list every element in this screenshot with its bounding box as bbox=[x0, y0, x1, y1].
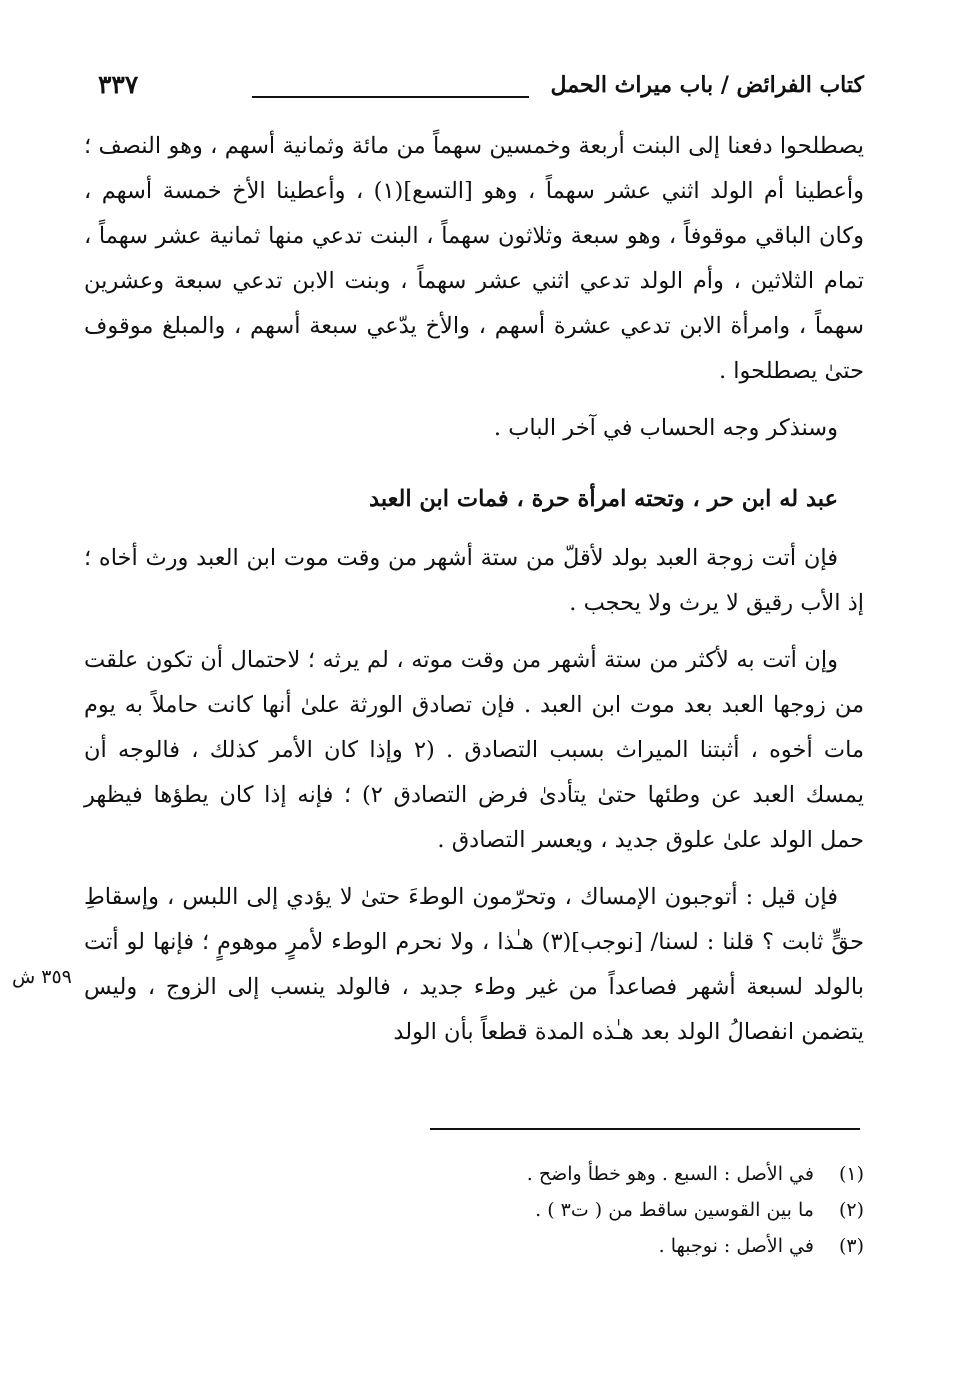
footnote-text: في الأصل : نوجبها . bbox=[658, 1235, 814, 1257]
footnote-number: (٣) bbox=[838, 1235, 864, 1257]
running-title: كتاب الفرائض / باب ميراث الحمل bbox=[550, 72, 864, 98]
paragraph-continued: يصطلحوا دفعنا إلى البنت أربعة وخمسين سهماً من مائة وثمانية أسهم ، وهو النصف ؛ وأعطينا أم الولد اثني عشر سهماً ، وهو [التسع](١) ، وأعطينا الأخ خمسة أسهم ، وكان الباقي موقوفاً ، وهو سبعة وثلاثون سهماً ، البنت تدعي منها ثمانية عشر سهماً ، تمام الثلاثين ، وأم الولد تدعي اثني عشر سهماً ، وبنت الابن تدعي سبعة وعشرين سهماً ، وامرأة الابن تدعي عشرة أسهم ، والأخ يدّعي سبعة أسهم ، والمبلغ موقوف حتىٰ يصطلحوا . bbox=[84, 133, 864, 384]
section-heading: عبد له ابن حر ، وتحته امرأة حرة ، فمات ابن العبد bbox=[369, 486, 838, 512]
page-header bbox=[84, 68, 864, 110]
footnote bbox=[300, 1192, 864, 1228]
footnote-rule bbox=[430, 1128, 860, 1130]
paragraph: فإن أتت زوجة العبد بولد لأقلّ من ستة أشهر من وقت موت ابن العبد ورث أخاه ؛ إذ الأب رقيق لا يرث ولا يحجب . bbox=[84, 545, 864, 616]
footnote bbox=[300, 1156, 864, 1192]
main-text bbox=[84, 124, 864, 1067]
paragraph: وإن أتت به لأكثر من ستة أشهر من وقت موته ، لم يرثه ؛ لاحتمال أن تكون علقت من زوجها العبد بعد موت ابن العبد . فإن تصادق الورثة علىٰ أنها كانت حاملاً به يوم مات أخوه ، أثبتنا الميراث بسبب التصادق . (٢ وإذا كان الأمر كذلك ، فالوجه أن يمسك العبد عن وطئها حتىٰ يتأدىٰ فرض التصادق ٢) ؛ فإنه إذا كان يطؤها فيظهر حمل الولد علىٰ علوق جديد ، ويعسر التصادق . bbox=[84, 647, 864, 853]
paragraph: وسنذكر وجه الحساب في آخر الباب . bbox=[493, 415, 838, 441]
footnote bbox=[300, 1228, 864, 1264]
footnote-text: ما بين القوسين ساقط من ( ت٣ ) . bbox=[535, 1199, 814, 1221]
footnote-number: (٢) bbox=[838, 1199, 864, 1221]
header-rule bbox=[252, 96, 529, 98]
footnote-number: (١) bbox=[838, 1163, 864, 1185]
footnotes bbox=[300, 1156, 864, 1264]
paragraph: فإن قيل : أتوجبون الإمساك ، وتحرّمون الوطءَ حتىٰ لا يؤدي إلى اللبس ، وإسقاطِ حقٍّ ثابت ؟ قلنا : لسنا/ [نوجب](٣) هـٰذا ، ولا نحرم الوطء لأمرٍ موهومٍ ؛ فإنها لو أتت بالولد لسبعة أشهر فصاعداً من غير وطء جديد ، فالولد ينسب إلى الزوج ، وليس يتضمن انفصالُ الولد بعد هـٰذه المدة قطعاً بأن الولد bbox=[84, 884, 864, 1045]
manuscript-folio-note: ٣٥٩ ش bbox=[12, 966, 72, 988]
page-number: ٣٣٧ bbox=[98, 70, 139, 99]
footnote-text: في الأصل : السبع . وهو خطأ واضح . bbox=[526, 1163, 814, 1185]
